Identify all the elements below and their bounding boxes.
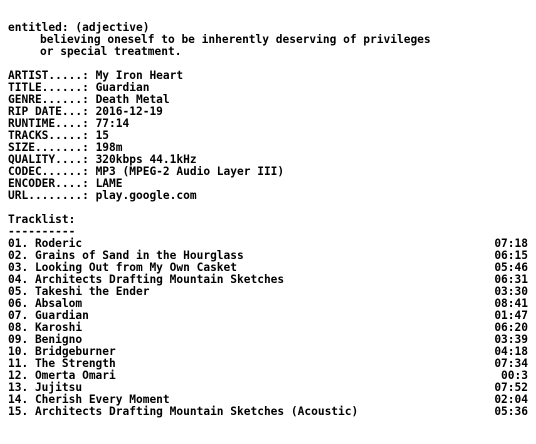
info-key: TITLE......: (8, 82, 96, 94)
track-time: 01:47 (494, 309, 528, 322)
track-row (8, 286, 528, 298)
track-time: 06:31 (494, 273, 528, 286)
info-row-tracks (8, 130, 528, 142)
definition-body-line-2: or special treatment. (40, 46, 182, 58)
track-row (8, 322, 528, 334)
track-label: 02. Grains of Sand in the Hourglass (8, 249, 244, 262)
track-label: 07. Guardian (8, 309, 89, 322)
track-time: 04:18 (494, 345, 528, 358)
spacer (8, 202, 528, 214)
info-row-title (8, 82, 528, 94)
info-key: ARTIST.....: (8, 70, 96, 82)
track-label: 01. Roderic (8, 237, 83, 250)
nfo-document (8, 22, 528, 418)
info-value: MP3 (MPEG-2 Audio Layer III) (95, 166, 285, 178)
track-label: 15. Architects Drafting Mountain Sketches (Acoustic) (8, 405, 359, 418)
track-time: 05:46 (494, 261, 528, 274)
definition-body-line-1: believing oneself to be inherently deserving of privileges (40, 34, 431, 46)
track-label: 12. Omerta Omari (8, 369, 116, 382)
info-value: play.google.com (95, 190, 197, 202)
info-row-encoder (8, 178, 528, 190)
track-time: 07:52 (494, 381, 528, 394)
info-row-size (8, 142, 528, 154)
track-row (8, 406, 528, 418)
info-key: QUALITY....: (8, 154, 96, 166)
track-label: 10. Bridgeburner (8, 345, 116, 358)
track-time: 06:20 (494, 321, 528, 334)
info-value: Death Metal (95, 94, 170, 106)
track-label: 08. Karoshi (8, 321, 83, 334)
track-time: 06:15 (494, 249, 528, 262)
info-value: 15 (95, 130, 110, 142)
track-time: 07:34 (494, 357, 528, 370)
info-key: URL........: (8, 190, 96, 202)
info-value: Guardian (95, 82, 150, 94)
info-key: RIP DATE...: (8, 106, 96, 118)
info-key: RUNTIME....: (8, 118, 96, 130)
track-time: 07:18 (494, 237, 528, 250)
info-row-codec (8, 166, 528, 178)
info-value: 320kbps 44.1kHz (95, 154, 197, 166)
info-value: My Iron Heart (95, 70, 184, 82)
track-label: 06. Absalom (8, 297, 83, 310)
track-label: 03. Looking Out from My Own Casket (8, 261, 238, 274)
track-time: 03:39 (494, 333, 528, 346)
info-value: 198m (95, 142, 123, 154)
track-label: 05. Takeshi the Ender (8, 285, 150, 298)
info-row-url (8, 190, 528, 202)
info-row-artist (8, 70, 528, 82)
spacer (8, 58, 528, 70)
track-label: 09. Benigno (8, 333, 83, 346)
track-time: 08:41 (494, 297, 528, 310)
info-key: CODEC......: (8, 166, 96, 178)
track-label: 11. The Strength (8, 357, 116, 370)
tracklist-heading: Tracklist: (8, 214, 76, 226)
info-value: LAME (95, 178, 123, 190)
info-row-quality (8, 154, 528, 166)
info-key: ENCODER....: (8, 178, 96, 190)
track-label: 04. Architects Drafting Mountain Sketches (8, 273, 285, 286)
track-time: 00:3 (501, 369, 528, 382)
info-value: 77:14 (95, 118, 130, 130)
track-time: 02:04 (494, 393, 528, 406)
track-label: 14. Cherish Every Moment (8, 393, 170, 406)
track-row (8, 370, 528, 382)
tracklist-underline: ---------- (8, 226, 76, 238)
info-row-rip-date (8, 106, 528, 118)
track-label: 13. Jujitsu (8, 381, 83, 394)
info-row-genre (8, 94, 528, 106)
info-key: TRACKS.....: (8, 130, 96, 142)
info-row-runtime (8, 118, 528, 130)
definition-term: entitled: (adjective) (8, 22, 150, 34)
info-value: 2016-12-19 (95, 106, 163, 118)
track-row (8, 310, 528, 322)
track-time: 03:30 (494, 285, 528, 298)
info-key: GENRE......: (8, 94, 96, 106)
info-key: SIZE.......: (8, 142, 96, 154)
track-time: 05:36 (494, 405, 528, 418)
